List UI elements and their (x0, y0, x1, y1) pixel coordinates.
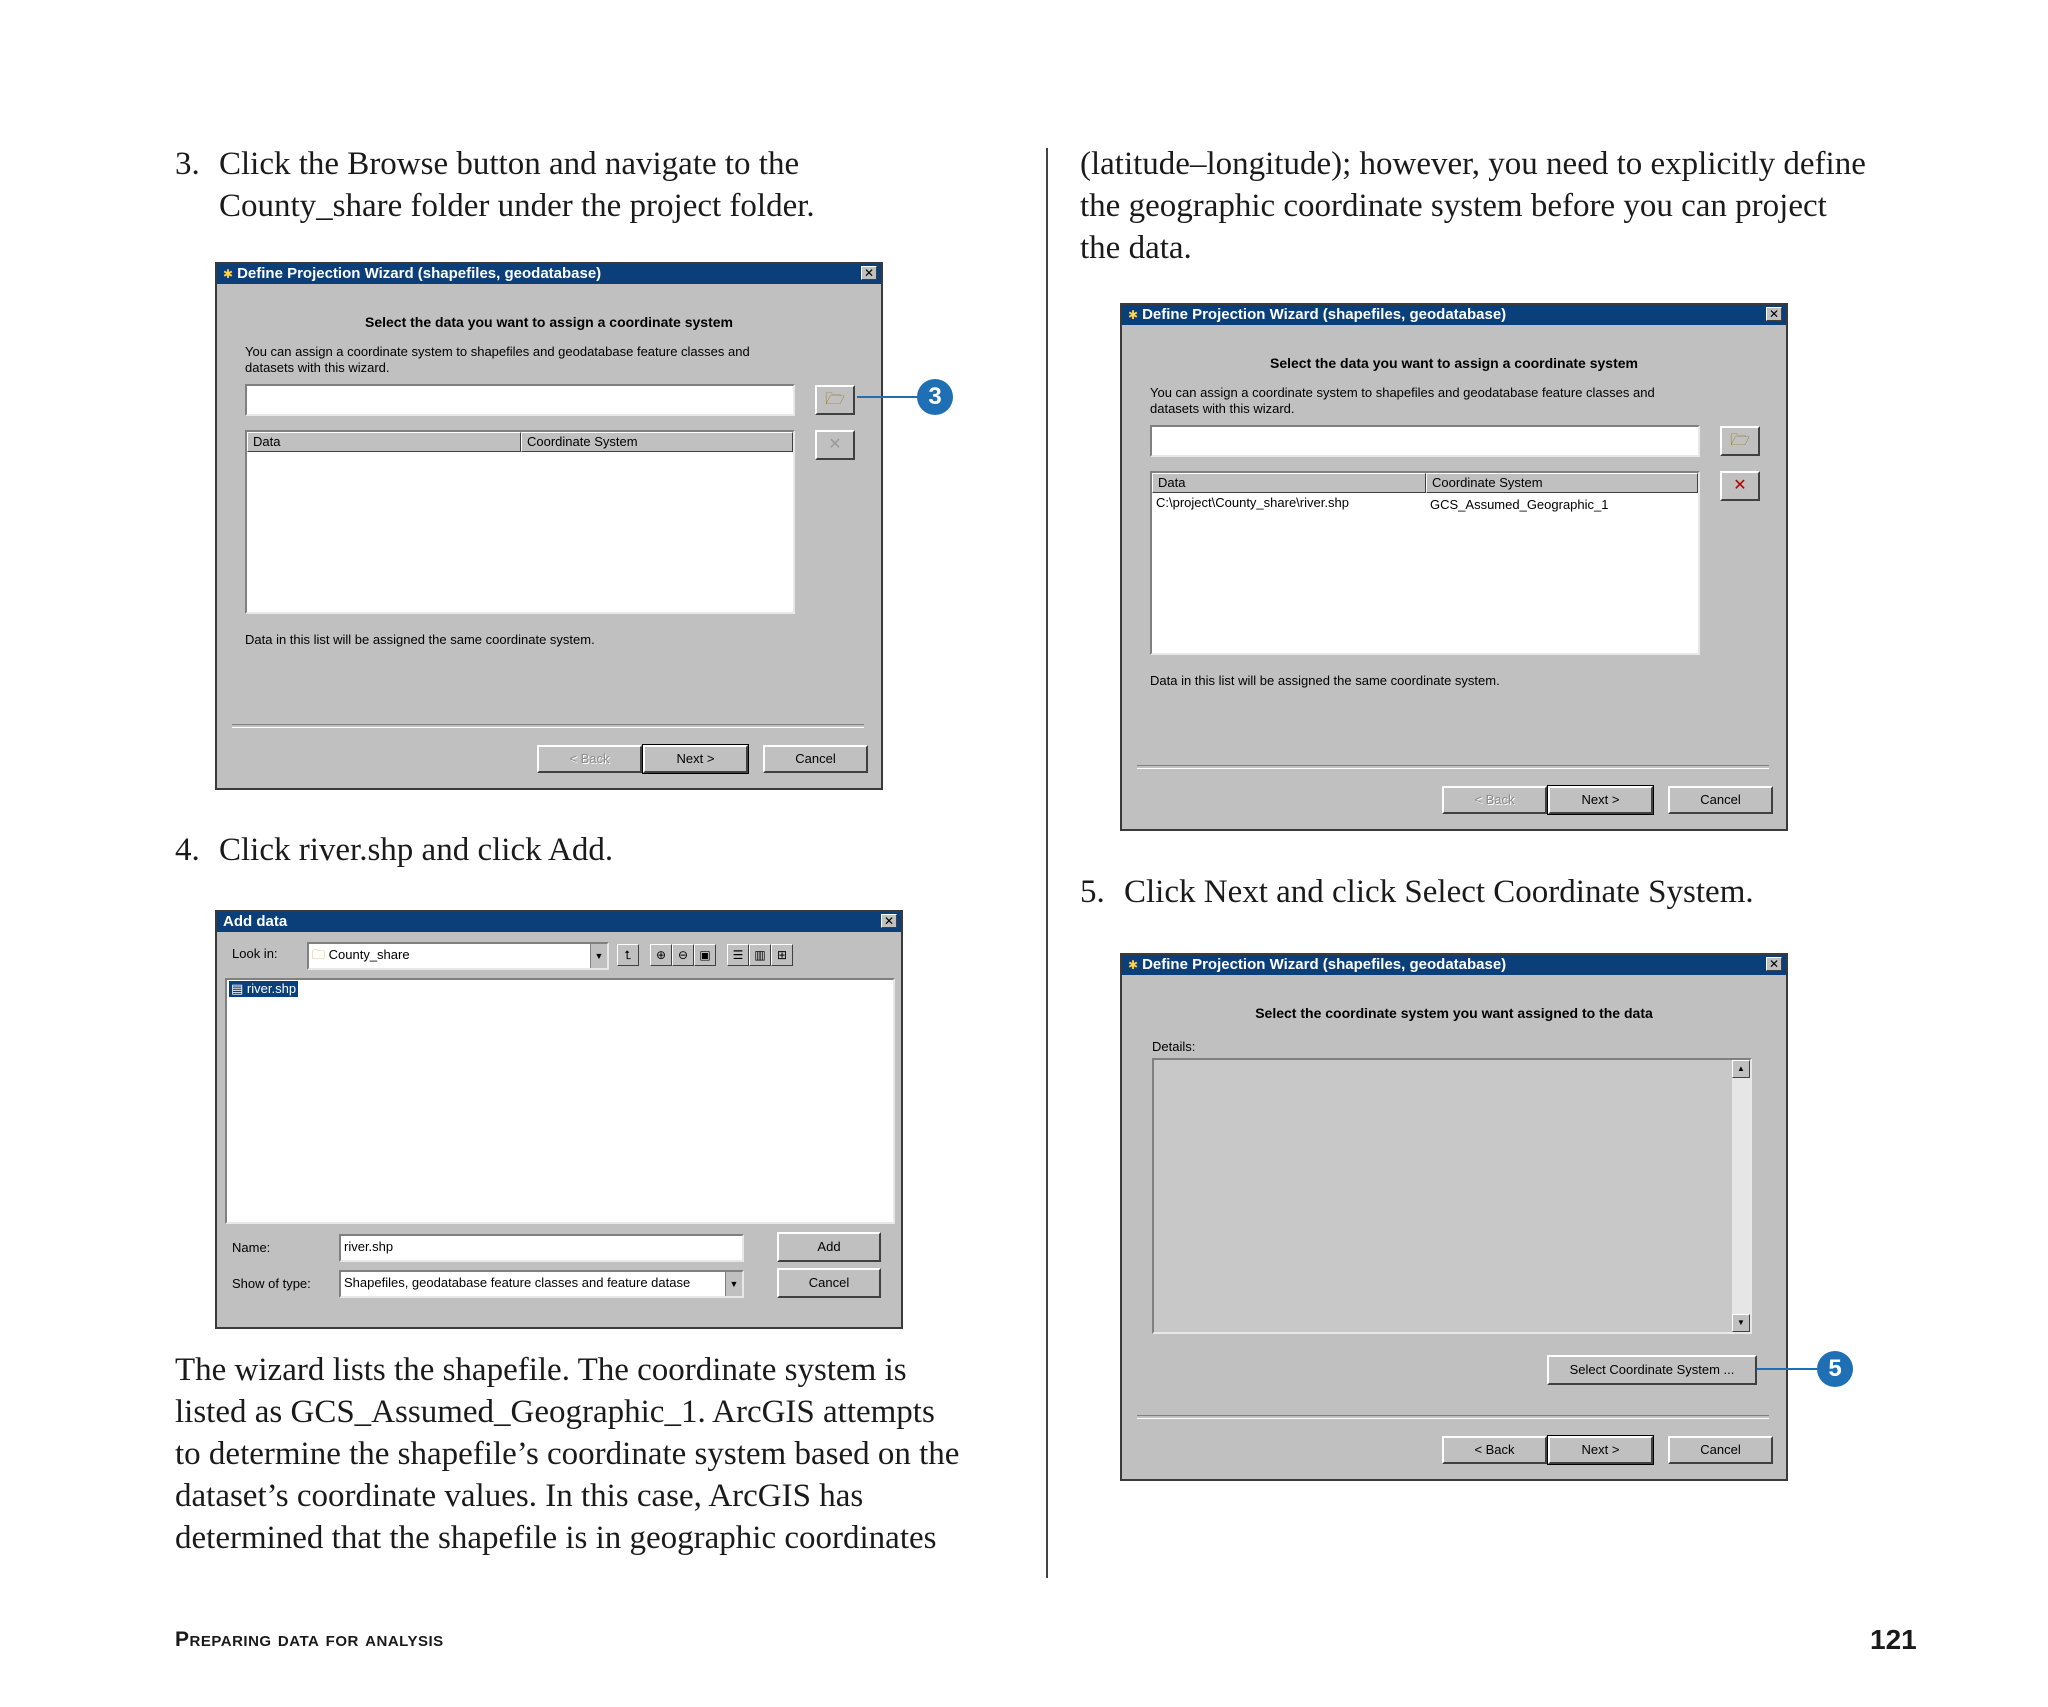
add-data-dialog (215, 910, 903, 1329)
remove-x-icon: ✕ (1733, 477, 1747, 494)
back-button[interactable]: < Back (1442, 786, 1547, 814)
callout-3-leader (857, 396, 919, 398)
next-button[interactable]: Next > (643, 745, 748, 773)
details-view-icon[interactable]: ▥ (749, 944, 771, 966)
separator (1137, 765, 1769, 769)
step-5-instruction (1080, 871, 1754, 913)
separator (1137, 1415, 1769, 1419)
column-header-data[interactable]: Data (247, 432, 521, 452)
step-4-number: 4. (175, 832, 200, 868)
define-projection-dialog-empty (215, 262, 883, 790)
cancel-button[interactable]: Cancel (1668, 1436, 1773, 1464)
select-coordinate-system-button[interactable]: Select Coordinate System ... (1547, 1355, 1757, 1385)
dialog-title: Define Projection Wizard (shapefiles, geodatabase) (237, 265, 602, 282)
remove-button[interactable] (1720, 471, 1760, 501)
body-left-line: The wizard lists the shapefile. The coordinate system is (175, 1352, 907, 1388)
details-label: Details: (1152, 1039, 1196, 1054)
body-right-line: (latitude–longitude); however, you need to explicitly define (1080, 146, 1866, 182)
remove-x-icon: ✕ (828, 436, 842, 453)
cancel-button[interactable]: Cancel (763, 745, 868, 773)
data-path-input[interactable] (245, 384, 795, 416)
column-divider (1046, 148, 1048, 1578)
data-list[interactable] (245, 430, 795, 614)
dialog-description-line-1: You can assign a coordinate system to shapefiles and geodatabase feature classes and (245, 344, 750, 359)
add-button[interactable]: Add (777, 1232, 881, 1262)
next-button[interactable]: Next > (1548, 786, 1653, 814)
body-left-line: dataset’s coordinate values. In this case, ArcGIS has (175, 1478, 864, 1514)
browse-folder-button[interactable] (815, 385, 855, 415)
next-button[interactable]: Next > (1548, 1436, 1653, 1464)
column-header-coordinate-system[interactable]: Coordinate System (521, 432, 793, 452)
body-right-line: the data. (1080, 230, 1192, 266)
dialog-heading: Select the data you want to assign a coordinate system (365, 314, 733, 330)
callout-5-badge: 5 (1817, 1351, 1853, 1387)
data-path-input[interactable] (1150, 425, 1700, 457)
dialog-note: Data in this list will be assigned the same coordinate system. (245, 632, 595, 647)
step-5-text: Click Next and click Select Coordinate System. (1124, 874, 1754, 910)
table-row-coordinate-system[interactable]: GCS_Assumed_Geographic_1 (1430, 497, 1609, 512)
look-in-label: Look in: (232, 946, 278, 961)
callout-5-leader (1757, 1368, 1819, 1370)
column-header-data[interactable]: Data (1152, 473, 1426, 493)
step-4-text: Click river.shp and click Add. (219, 832, 614, 868)
callout-3-badge: 3 (917, 379, 953, 415)
type-value: Shapefiles, geodatabase feature classes and feature datase (344, 1275, 691, 1290)
up-folder-icon[interactable]: ⮤ (617, 944, 639, 966)
open-folder-icon: 🗁 (825, 391, 845, 408)
open-folder-icon: 🗁 (1730, 432, 1750, 449)
chevron-down-icon[interactable]: ▼ (725, 1272, 742, 1296)
wizard-star-icon: ✱ (223, 267, 234, 281)
name-label: Name: (232, 1240, 271, 1255)
step-5-number: 5. (1080, 874, 1105, 910)
dialog-note: Data in this list will be assigned the same coordinate system. (1150, 673, 1500, 688)
data-list[interactable] (1150, 471, 1700, 655)
details-scrollbar[interactable] (1732, 1060, 1750, 1332)
dialog-titlebar (1122, 305, 1786, 325)
close-icon[interactable]: ✕ (1766, 957, 1782, 971)
chevron-down-icon[interactable]: ▼ (590, 944, 607, 968)
file-item-river-shp[interactable] (229, 981, 298, 997)
dialog-description-line-1: You can assign a coordinate system to shapefiles and geodatabase feature classes and (1150, 385, 1655, 400)
cancel-button[interactable]: Cancel (1668, 786, 1773, 814)
body-text-left (175, 1349, 959, 1559)
separator (232, 724, 864, 728)
dialog-title: Define Projection Wizard (shapefiles, geodatabase) (1142, 956, 1507, 973)
details-text-area[interactable] (1152, 1058, 1752, 1334)
dialog-description-line-2: datasets with this wizard. (245, 360, 390, 375)
browse-folder-button[interactable] (1720, 426, 1760, 456)
remove-button-disabled[interactable] (815, 430, 855, 460)
disconnect-folder-icon[interactable]: ⊖ (672, 944, 694, 966)
wizard-star-icon: ✱ (1128, 308, 1139, 322)
dialog-titlebar (217, 264, 881, 284)
back-button[interactable]: < Back (1442, 1436, 1547, 1464)
cancel-button[interactable]: Cancel (777, 1268, 881, 1298)
body-left-line: to determine the shapefile’s coordinate system based on the (175, 1436, 960, 1472)
thumbnails-view-icon[interactable]: ⊞ (771, 944, 793, 966)
connect-folder-icon[interactable]: ⊕ (650, 944, 672, 966)
type-dropdown[interactable] (339, 1270, 744, 1298)
close-icon[interactable]: ✕ (861, 266, 877, 280)
footer-section-title: Preparing data for analysis (175, 1628, 444, 1651)
step-3-number: 3. (175, 146, 200, 182)
add-data-title: Add data (223, 913, 288, 930)
close-icon[interactable]: ✕ (1766, 307, 1782, 321)
body-text-right (1080, 143, 1866, 269)
dialog-title: Define Projection Wizard (shapefiles, geodatabase) (1142, 306, 1507, 323)
step-3-line-1: Click the Browse button and navigate to the (219, 146, 800, 182)
new-folder-icon[interactable]: ▣ (694, 944, 716, 966)
column-header-coordinate-system[interactable]: Coordinate System (1426, 473, 1698, 493)
dialog-titlebar (1122, 955, 1786, 975)
step-3-line-2: County_share folder under the project folder. (219, 188, 815, 224)
page-number: 121 (1870, 1624, 1917, 1655)
define-projection-dialog-filled (1120, 303, 1788, 831)
shapefile-icon: ▤ (231, 981, 244, 996)
look-in-value: County_share (328, 947, 410, 962)
file-browser-list[interactable] (225, 978, 895, 1224)
dialog-description-line-2: datasets with this wizard. (1150, 401, 1295, 416)
define-projection-dialog-coordinate-system (1120, 953, 1788, 1481)
scroll-up-icon[interactable]: ▲ (1732, 1060, 1750, 1078)
body-left-line: listed as GCS_Assumed_Geographic_1. ArcGIS attempts (175, 1394, 935, 1430)
dialog-heading: Select the data you want to assign a coordinate system (1270, 355, 1638, 371)
step-3-instruction (175, 143, 815, 227)
wizard-star-icon: ✱ (1128, 958, 1139, 972)
back-button[interactable]: < Back (537, 745, 642, 773)
body-left-line: determined that the shapefile is in geographic coordinates (175, 1520, 937, 1556)
body-right-line: the geographic coordinate system before you can project (1080, 188, 1827, 224)
step-4-instruction (175, 829, 613, 871)
table-row-data-path[interactable]: C:\project\County_share\river.shp (1156, 495, 1349, 510)
file-item-label: river.shp (246, 981, 297, 996)
folder-icon: 🗀 (312, 947, 326, 962)
look-in-dropdown[interactable] (307, 942, 609, 970)
type-label: Show of type: (232, 1276, 311, 1291)
add-data-titlebar (217, 912, 901, 932)
scroll-down-icon[interactable]: ▼ (1732, 1314, 1750, 1332)
close-icon[interactable]: ✕ (881, 914, 897, 928)
name-input[interactable]: river.shp (339, 1234, 744, 1262)
list-view-icon[interactable]: ☰ (727, 944, 749, 966)
dialog-heading: Select the coordinate system you want assigned to the data (1255, 1005, 1653, 1021)
